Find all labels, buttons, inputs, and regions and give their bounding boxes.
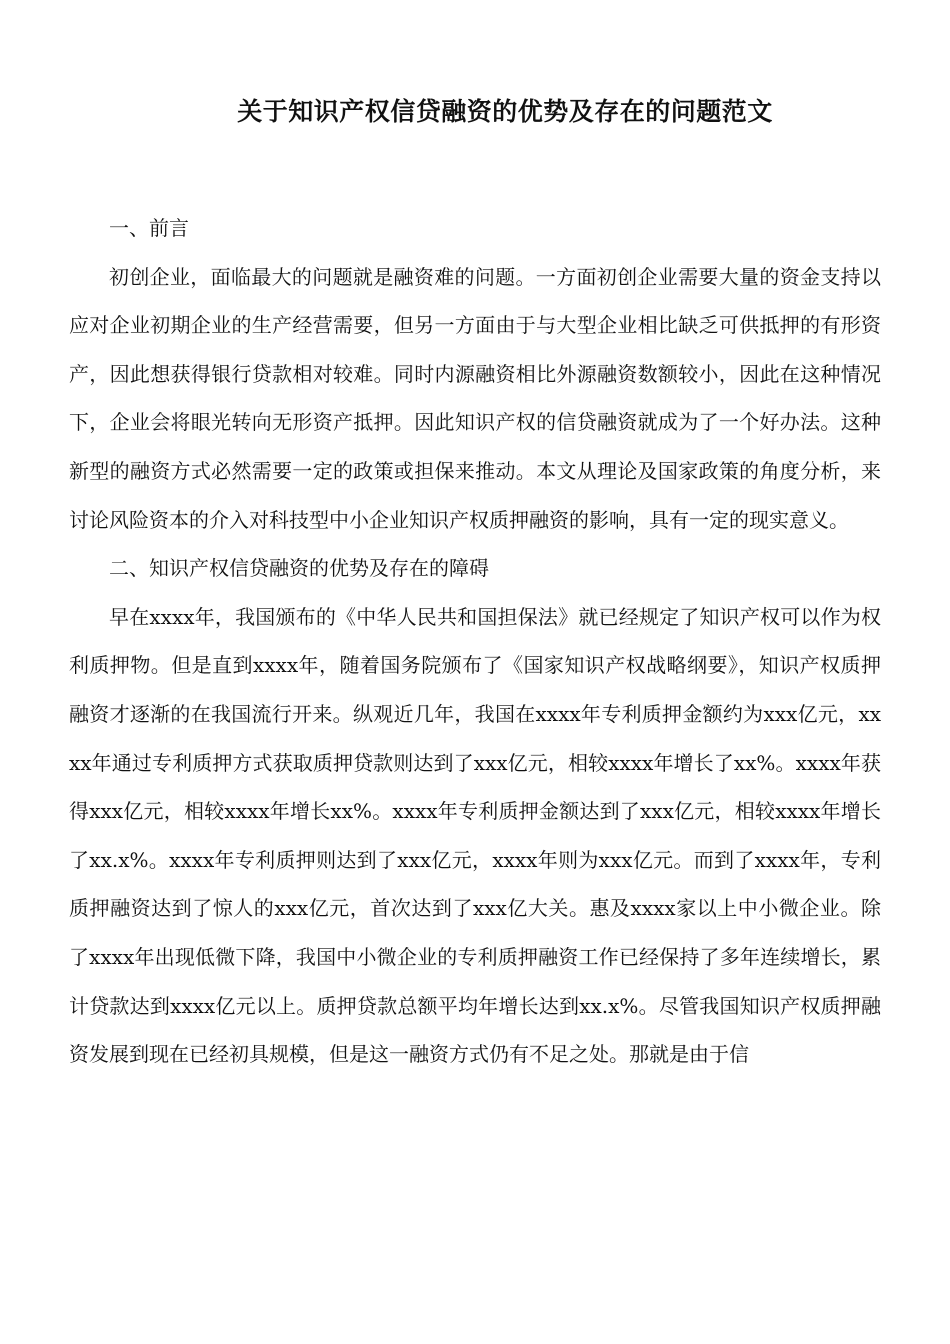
paragraph-advantages-body: 早在xxxx年，我国颁布的《中华人民共和国担保法》就已经规定了知识产权可以作为权利质押物。但是直到xxxx年，随着国务院颁布了《国家知识产权战略纲要》，知识产权质押融资才逐渐的在我国流行开来。纵观近几年，我国在xxxx年专利质押金额约为xxx亿元，xxxx年通过专利质押方式获取质押贷款则达到了xxx亿元，相较xxxx年增长了xx%。xxxx年获得xxx亿元，相较xxxx年增长xx%。xxxx年专利质押金额达到了xxx亿元，相较xxxx年增长了xx.x%。xxxx年专利质押则达到了xxx亿元，xxxx年则为xxx亿元。而到了xxxx年，专利质押融资达到了惊人的xxx亿元，首次达到了xxx亿大关。惠及xxxx家以上中小微企业。除了xxxx年出现低微下降，我国中小微企业的专利质押融资工作已经保持了多年连续增长，累计贷款达到xxxx亿元以上。质押贷款总额平均年增长达到xx.x%。尽管我国知识产权质押融资发展到现在已经初具规模，但是这一融资方式仍有不足之处。那就是由于信: [69, 604, 881, 1067]
section-heading-advantages: 二、知识产权信贷融资的优势及存在的障碍: [109, 556, 489, 581]
paragraph-preface-body: 初创企业，面临最大的问题就是融资难的问题。一方面初创企业需要大量的资金支持以应对企业初期企业的生产经营需要，但另一方面由于与大型企业相比缺乏可供抵押的有形资产，因此想获得银行贷款相对较难。同时内源融资相比外源融资数额较小，因此在这种情况下，企业会将眼光转向无形资产抵押。因此知识产权的信贷融资就成为了一个好办法。这种新型的融资方式必然需要一定的政策或担保来推动。本文从理论及国家政策的角度分析，来讨论风险资本的介入对科技型中小企业知识产权质押融资的影响，具有一定的现实意义。: [69, 264, 881, 532]
document-body: [69, 204, 881, 1079]
section-heading-preface: 一、前言: [109, 216, 189, 240]
document-title: 关于知识产权信贷融资的优势及存在的问题范文: [237, 97, 773, 126]
